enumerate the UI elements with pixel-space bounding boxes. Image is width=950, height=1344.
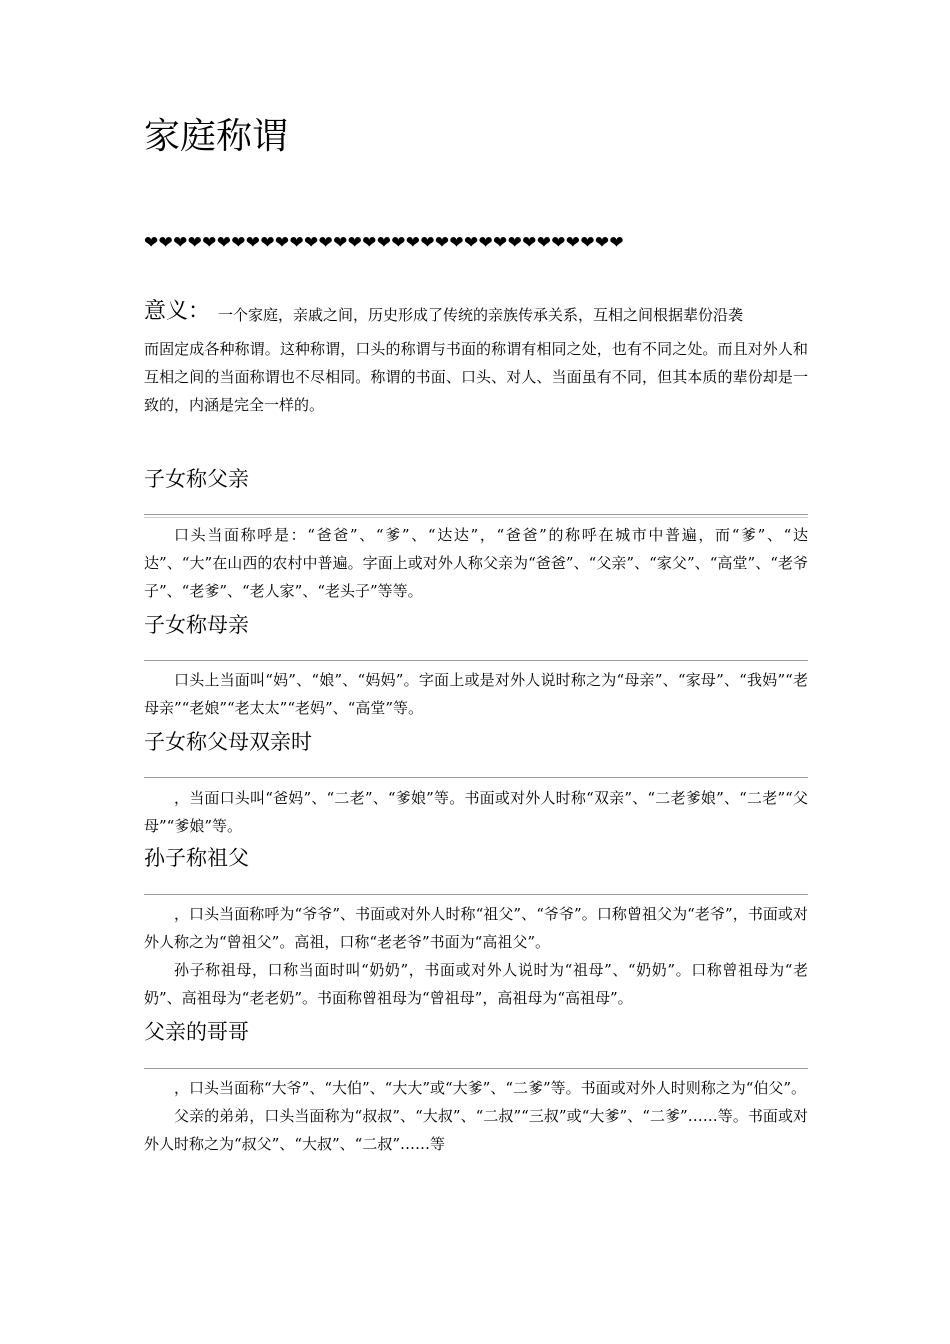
section-heading-parents: 子女称父母双亲时 xyxy=(144,730,312,754)
section-body-grandfather xyxy=(144,900,808,1012)
section-paragraph: ，当面口头叫“爸妈”、“二老”、“爹娘”等。书面或对外人时称“双亲”、“二老爹娘”、“二老”“父母”“爹娘”等。 xyxy=(144,789,808,835)
section-heading-uncle: 父亲的哥哥 xyxy=(144,1020,249,1044)
intro-rest-text: 而固定成各种称谓。这种称谓，口头的称谓与书面的称谓有相同之处，也有不同之处。而且对外人和互相之间的当面称谓也不尽相同。称谓的书面、口头、对人、当面虽有不同，但其本质的辈份却是一致的，内涵是完全一样的。 xyxy=(144,340,808,414)
section-heading-father: 子女称父亲 xyxy=(144,467,249,491)
intro-first-line xyxy=(144,298,808,329)
section-divider xyxy=(144,514,808,518)
section-paragraph: ，口头当面称“大爷”、“大伯”、“大大”或“大爹”、“二爹”等。书面或对外人时则称之为“伯父”。 xyxy=(174,1079,807,1097)
section-divider xyxy=(144,660,808,661)
section-divider xyxy=(144,777,808,778)
intro-first-text: 一个家庭，亲戚之间，历史形成了传统的亲族传承关系，互相之间根据辈份沿袭 xyxy=(218,306,744,324)
section-paragraph: 口头上当面叫“妈”、“娘”、“妈妈”。字面上或是对外人说时称之为“母亲”、“家母”、“我妈”“老母亲”“老娘”“老太太”“老妈”、“高堂”等。 xyxy=(144,671,808,717)
section-divider xyxy=(144,1068,808,1069)
section-paragraph: 父亲的弟弟，口头当面称为“叔叔”、“大叔”、“二叔”“三叔”或“大爹”、“二爹”……等。书面或对外人时称之为“叔父”、“大叔”、“二叔”……等 xyxy=(144,1107,808,1153)
section-paragraph: 孙子称祖母，口称当面时叫“奶奶”，书面或对外人说时为“祖母”、“奶奶”。口称曾祖母为“老奶”、高祖母为“老老奶”。书面称曾祖母为“曾祖母”，高祖母为“高祖母”。 xyxy=(144,961,808,1007)
intro-label: 意义： xyxy=(144,299,211,324)
section-paragraph: ，口头当面称呼为“爷爷”、书面或对外人时称“祖父”、“爷爷”。口称曾祖父为“老爷”，书面或对外人称之为“曾祖父”。高祖，口称“老老爷”书面为“高祖父”。 xyxy=(144,905,808,951)
section-divider xyxy=(144,894,808,895)
section-body-parents xyxy=(144,784,808,840)
section-paragraph: 口头当面称呼是：“爸爸”、“爹”、“达达”，“爸爸”的称呼在城市中普遍，而“爹”、“达达”、“大”在山西的农村中普遍。字面上或对外人称父亲为“爸爸”、“父亲”、“家父”、“高堂”、“老爷子”、“老爹”、“老人家”、“老头子”等等。 xyxy=(144,526,808,600)
intro-paragraph xyxy=(144,298,808,419)
document-title: 家庭称谓 xyxy=(144,116,289,157)
section-heading-grandfather: 孙子称祖父 xyxy=(144,846,249,870)
section-heading-mother: 子女称母亲 xyxy=(144,613,249,637)
section-body-uncle xyxy=(144,1074,808,1158)
section-body-father xyxy=(144,521,808,605)
section-body-mother xyxy=(144,666,808,722)
heart-divider: ❤❤❤❤❤❤❤❤❤❤❤❤❤❤❤❤❤❤❤❤❤❤❤❤❤❤❤❤❤❤❤❤❤ xyxy=(144,233,624,253)
